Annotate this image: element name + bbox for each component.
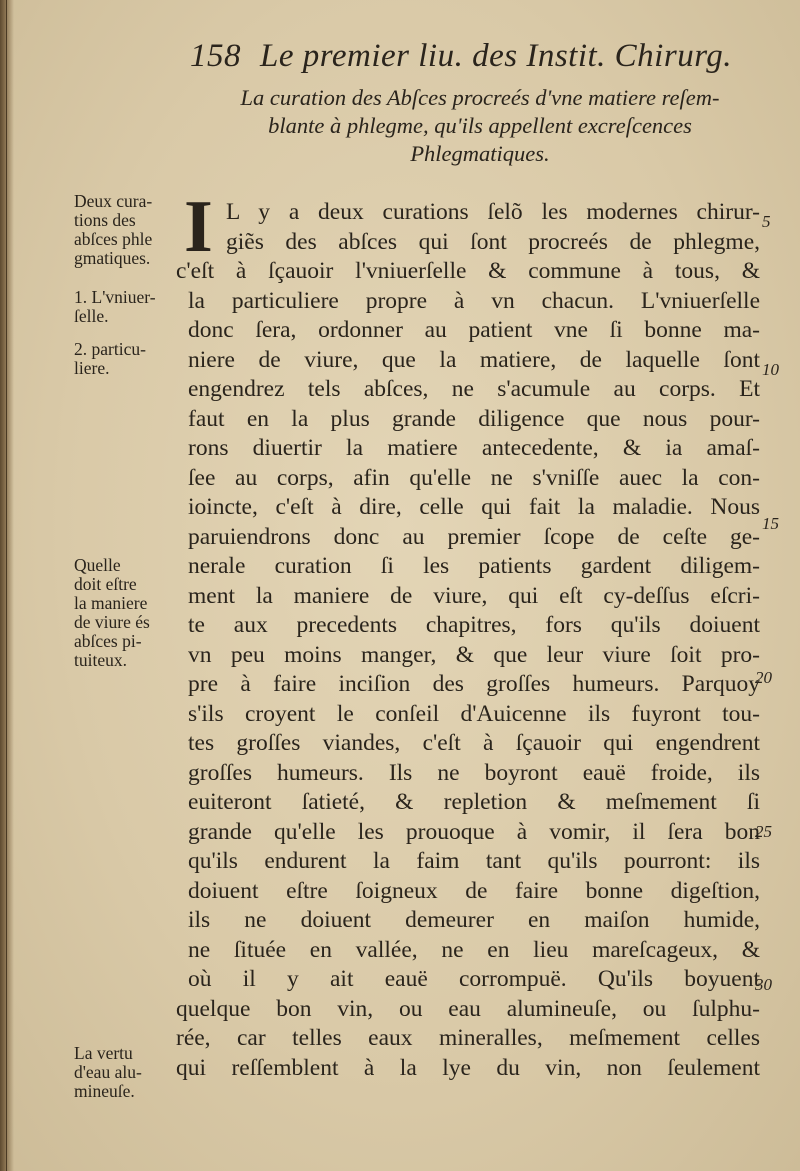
body-line: pre à faire inciſion des groſſes humeurs. Parquoy xyxy=(188,671,760,697)
body-line: donc ſera, ordonner au patient vne ſi bonne ma- xyxy=(188,317,760,343)
margin-note-line: de viure és xyxy=(74,612,150,632)
body-line: paruiendrons donc au premier ſcope de ceſte ge- xyxy=(188,523,760,550)
body-line: la particuliere propre à vn chacun. L'vniuerſelle xyxy=(188,287,760,314)
margin-note-line: mineuſe. xyxy=(74,1081,135,1101)
body-line: doiuent eſtre ſoigneux de faire bonne digeſtion, xyxy=(188,877,760,904)
running-head: Le premier liu. des Instit. Chirurg. xyxy=(260,38,733,74)
margin-note-line: Quelle xyxy=(74,555,121,575)
margin-note-line: ſelle. xyxy=(74,306,109,326)
line-number: 10 xyxy=(762,360,779,379)
margin-note-line: Deux cura- xyxy=(74,191,153,211)
margin-note-line: gmatiques. xyxy=(74,248,151,268)
chapter-title xyxy=(210,84,750,168)
body-line: giẽs des abſces qui ſont procreés de phlegme, xyxy=(226,228,760,255)
body-line: tes groſſes viandes, c'eſt à ſçauoir qui engendrent xyxy=(188,730,760,756)
margin-note-line: La vertu xyxy=(74,1043,133,1063)
line-number: 15 xyxy=(762,514,779,533)
margin-note-line: tuiteux. xyxy=(74,650,127,670)
body-line: ioincte, c'eſt à dire, celle qui fait la maladie. Nous xyxy=(188,494,760,520)
margin-note-line: la maniere xyxy=(74,593,148,613)
margin-note-line: liere. xyxy=(74,358,110,378)
line-number: 25 xyxy=(755,822,772,841)
line-number: 20 xyxy=(755,668,772,687)
margin-note-line: tions des xyxy=(74,210,136,230)
binding-line xyxy=(6,0,7,1171)
body-line: vn peu moins manger, & que leur viure ſoit pro- xyxy=(188,641,760,668)
body-line: ils ne doiuent demeurer en maiſon humide, xyxy=(188,907,760,933)
body-line: engendrez tels abſces, ne s'acumule au corps. Et xyxy=(188,376,760,402)
body-line: c'eſt à ſçauoir l'vniuerſelle & commune à tous, & xyxy=(176,258,760,284)
body-line: ſee au corps, afin qu'elle ne s'vniſſe auec la con- xyxy=(188,464,760,491)
body-line: nerale curation ſi les patients gardent diligem- xyxy=(188,553,760,579)
page-header xyxy=(190,38,780,82)
drop-cap: I xyxy=(184,186,213,268)
body-line: te aux precedents chapitres, fors qu'ils doiuent xyxy=(188,612,760,638)
page-number: 158 xyxy=(190,38,241,74)
margin-note-line: abſces phle xyxy=(74,229,153,249)
margin-note-line: 1. L'vniuer- xyxy=(74,287,156,307)
body-line: s'ils croyent le conſeil d'Auicenne ils fuyront tou- xyxy=(188,700,760,727)
margin-note xyxy=(74,1044,184,1101)
body-line: niere de viure, que la matiere, de laquelle ſont xyxy=(188,346,760,373)
body-line: quelque bon vin, ou eau alumineuſe, ou ſulphu- xyxy=(176,995,760,1022)
margin-note-line: 2. particu- xyxy=(74,339,146,359)
margin-note xyxy=(74,288,184,326)
chapter-title-line: La curation des Abſces procreés d'vne matiere reſem- xyxy=(240,85,720,110)
margin-note xyxy=(74,340,184,378)
body-line: rée, car telles eaux mineralles, meſmement celles xyxy=(176,1025,760,1051)
page-spine-shadow xyxy=(0,0,14,1171)
line-number: 30 xyxy=(755,975,772,994)
body-line: euiteront ſatieté, & repletion & meſmement ſi xyxy=(188,789,760,815)
body-line: où il y ait eauë corrompuë. Qu'ils boyuent xyxy=(188,966,760,992)
body-line: rons diuertir la matiere antecedente, & ia amaſ- xyxy=(188,435,760,461)
margin-note-line: doit eſtre xyxy=(74,574,137,594)
margin-note xyxy=(74,556,184,670)
margin-note xyxy=(74,192,184,268)
body-line: groſſes humeurs. Ils ne boyront eauë froide, ils xyxy=(188,759,760,786)
margin-note-line: abſces pi- xyxy=(74,631,142,651)
line-number: 5 xyxy=(762,212,771,231)
body-line: grande qu'elle les prouoque à vomir, il ſera bon xyxy=(188,818,760,845)
chapter-title-line: Phlegmatiques. xyxy=(410,141,550,166)
body-text xyxy=(176,198,760,1083)
body-line: L y a deux curations ſelõ les modernes chirur- xyxy=(226,199,760,225)
chapter-title-line: blante à phlegme, qu'ils appellent excreſcences xyxy=(268,113,692,138)
body-line: ment la maniere de viure, qui eſt cy-deſſus eſcri- xyxy=(188,582,760,609)
margin-note-line: d'eau alu- xyxy=(74,1062,142,1082)
body-line: ne ſituée en vallée, ne en lieu mareſcageux, & xyxy=(188,936,760,963)
body-line: qu'ils endurent la faim tant qu'ils pourront: ils xyxy=(188,848,760,874)
body-line: faut en la plus grande diligence que nous pour- xyxy=(188,405,760,432)
body-line: qui reſſemblent à la lye du vin, non ſeulement xyxy=(176,1054,760,1081)
